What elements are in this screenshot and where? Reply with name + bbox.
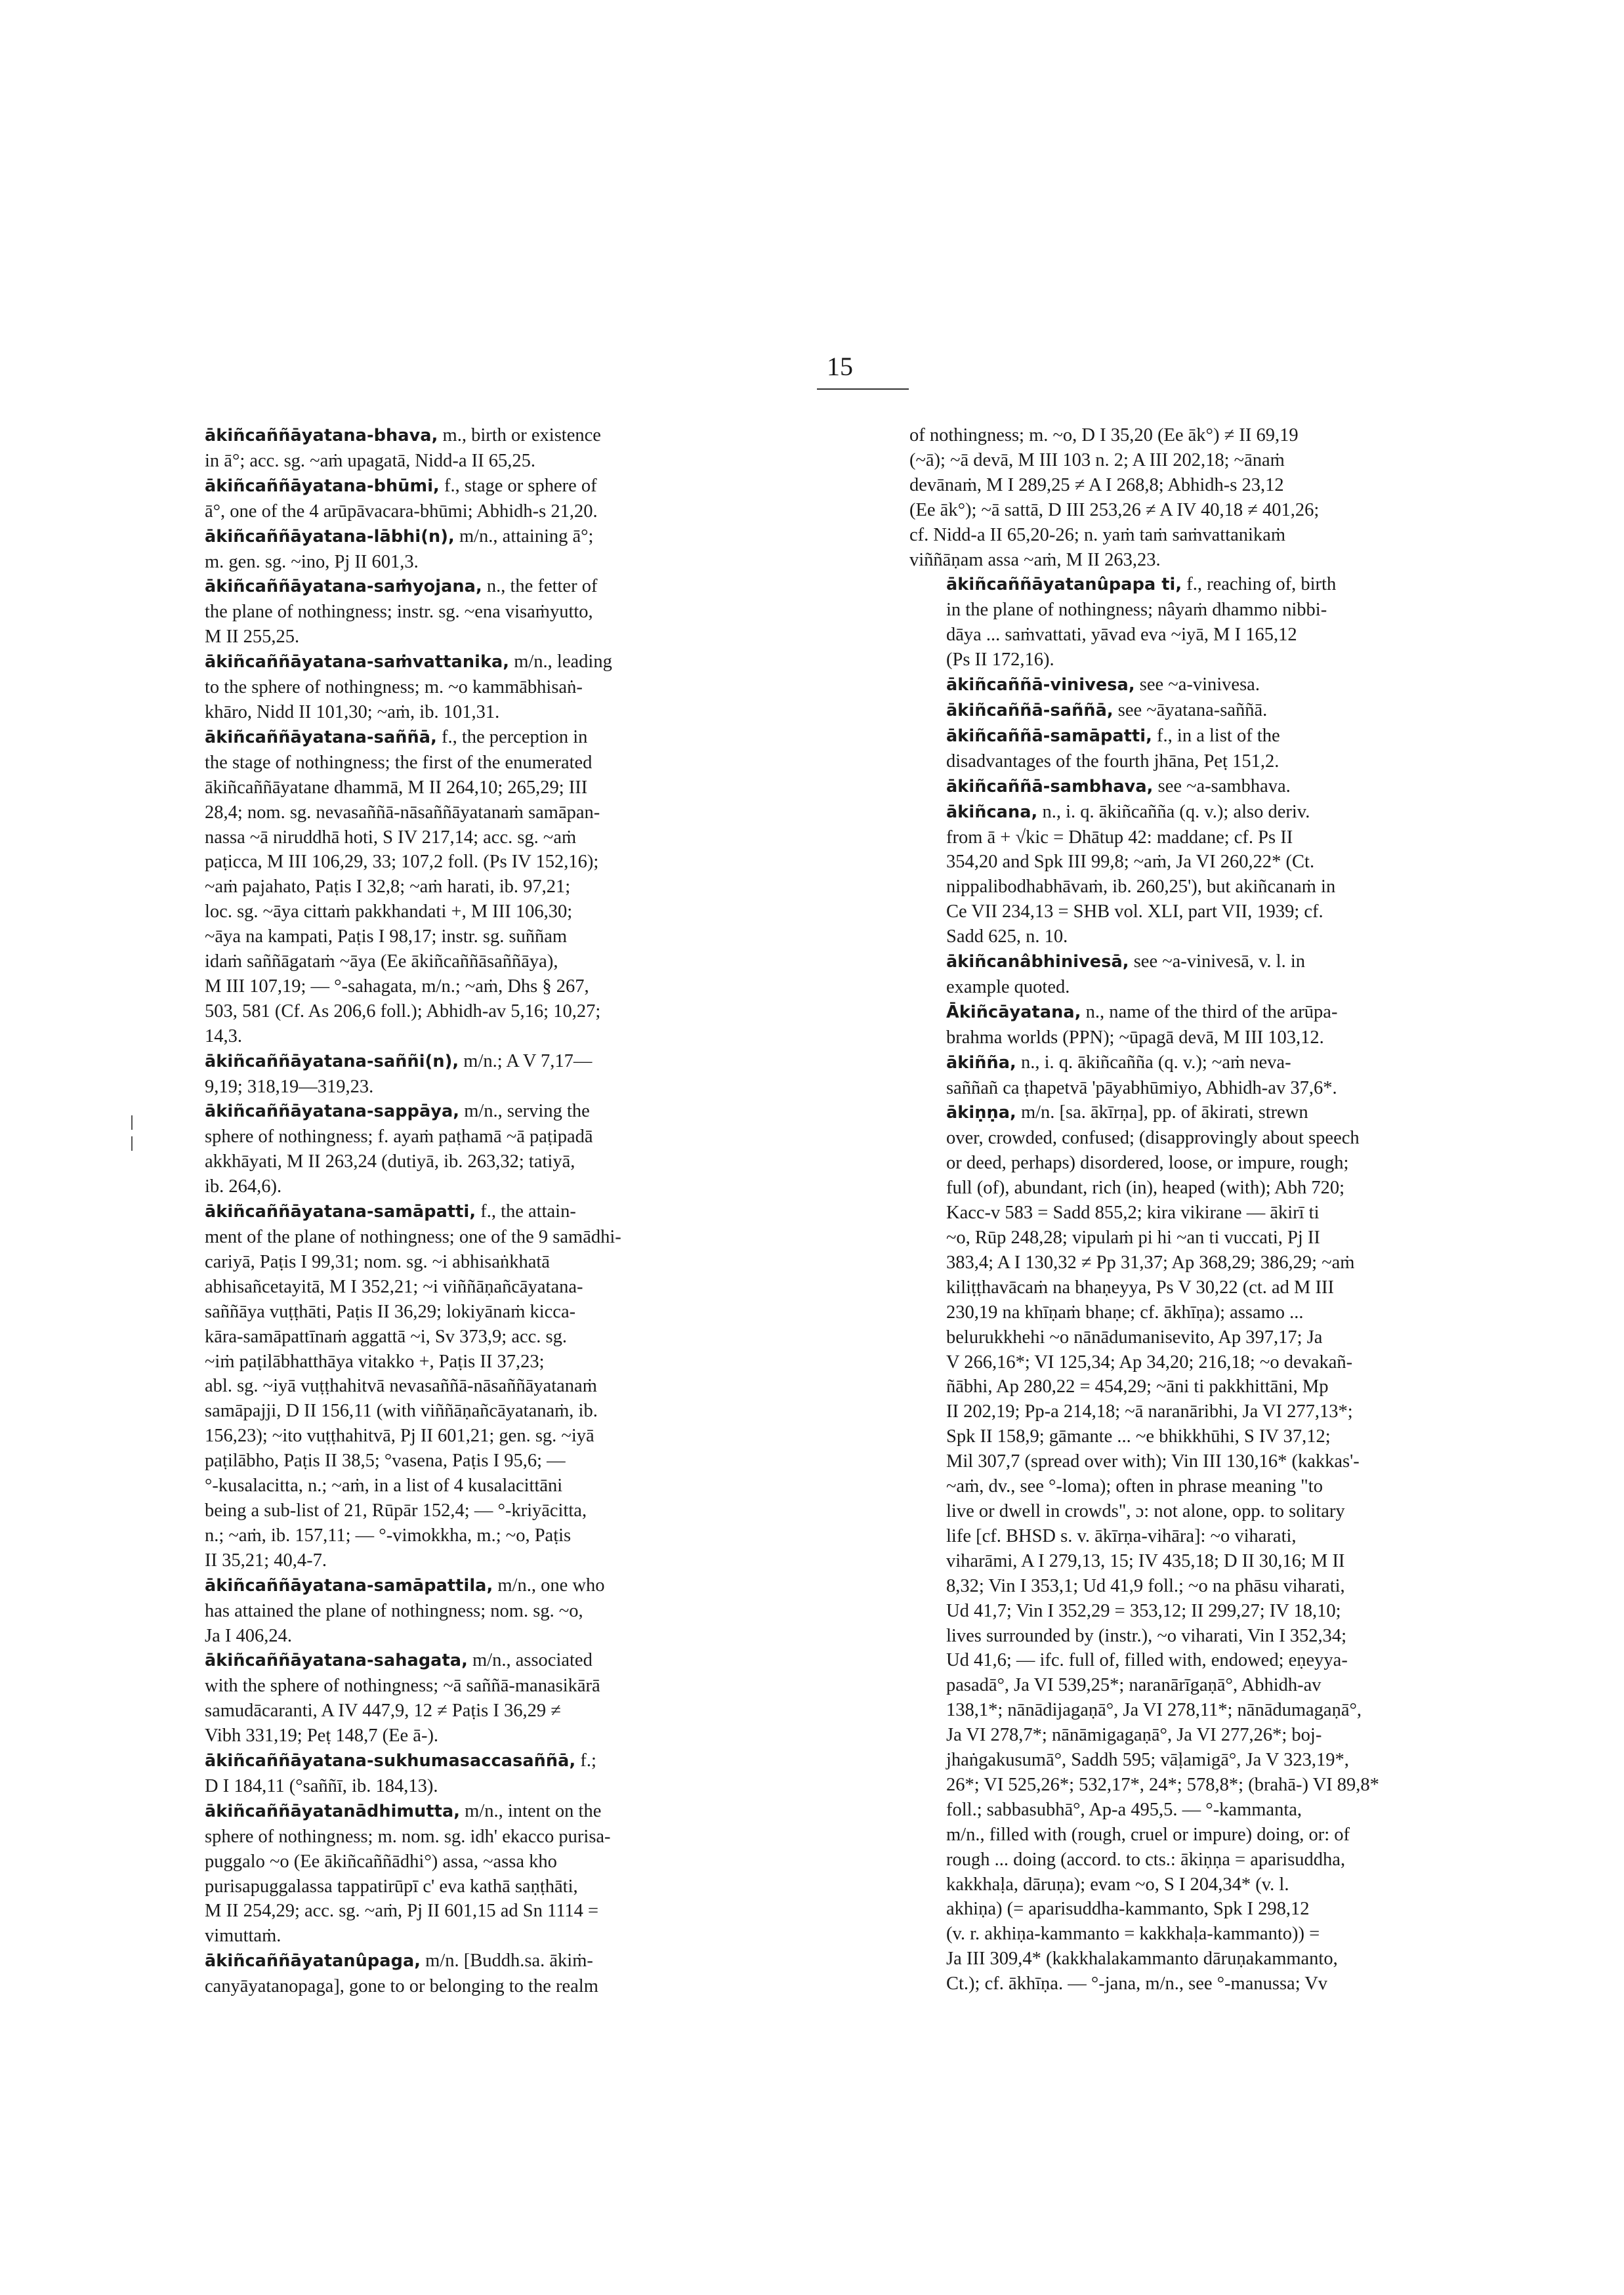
entry-line: sphere of nothingness; f. ayaṁ paṭhamā ~ā paṭipadā — [205, 1127, 593, 1148]
entry-line: ~āya na kampati, Paṭis I 98,17; instr. sg. suññam — [205, 926, 568, 947]
entry-line: ākiñcaññāyatana-lābhi(n), m/n., attaining ā°; — [205, 526, 594, 547]
entry-line: viññāṇam assa ~aṁ, M II 263,23. — [909, 549, 1161, 570]
entry-line: kakkhaḷa, dāruṇa); evam ~o, S I 204,34* (v. l. — [946, 1874, 1289, 1895]
entry-line: 8,32; Vin I 353,1; Ud 41,9 foll.; ~o na phāsu viharati, — [946, 1575, 1345, 1596]
headword: ākiñcaññāyatana-sahagata, — [205, 1651, 468, 1671]
margin-marks — [131, 1115, 134, 1168]
entry-line: 28,4; nom. sg. nevasaññā-nāsaññāyatanaṁ samāpan- — [205, 802, 600, 823]
entry-line: Sadd 625, n. 10. — [946, 926, 1068, 947]
page-number-rule — [817, 388, 909, 390]
dictionary-entry — [909, 800, 1589, 949]
entry-line: ākiñcaññāyatana-saññā, f., the perception in — [205, 726, 588, 747]
entry-line: live or dwell in crowds", ɔ: not alone, opp. to solitary — [946, 1500, 1345, 1521]
headword: ākiñcaññāyatanādhimutta, — [205, 1801, 461, 1821]
entry-line: Ct.); cf. ākhīṇa. — °-jana, m/n., see °-manussa; Vv — [946, 1974, 1328, 1995]
headword: ākiṇṇa, — [946, 1103, 1016, 1123]
dictionary-entry — [168, 574, 848, 650]
entry-line: kiliṭṭhavācaṁ na bhaṇeyya, Ps V 30,22 (ct. ad M III — [946, 1277, 1334, 1298]
dictionary-entry — [909, 949, 1589, 1000]
dictionary-entry — [909, 1000, 1589, 1050]
entry-line: m/n., filled with (rough, cruel or impure) doing, or: of — [946, 1824, 1350, 1845]
entry-line: ment of the plane of nothingness; one of the 9 samādhi- — [205, 1227, 621, 1247]
entry-line: II 202,19; Pp-a 214,18; ~ā naranāribhi, Ja VI 277,13*; — [946, 1401, 1353, 1422]
dictionary-entry — [168, 1799, 848, 1949]
entry-line: ~aṁ, dv., see °-loma); often in phrase meaning "to — [946, 1476, 1323, 1497]
headword: ākiñcaññāyatana-samāpatti, — [205, 1202, 476, 1222]
entry-line: to the sphere of nothingness; m. ~o kammābhisaṅ- — [205, 677, 583, 698]
headword: ākiñcaññā-saññā, — [946, 700, 1114, 720]
entry-line: ākiñcaññāyatane dhammā, M II 264,10; 265,29; III — [205, 777, 588, 798]
entry-line: ākiñcaññāyatanādhimutta, m/n., intent on the — [205, 1800, 602, 1821]
entry-line: °-kusalacitta, n.; ~aṁ, in a list of 4 kusalacittāni — [205, 1476, 563, 1497]
entry-line: lives surrounded by (instr.), ~o viharati, Vin I 352,34; — [946, 1625, 1347, 1646]
entry-line: or deed, perhaps) disordered, loose, or impure, rough; — [946, 1153, 1349, 1174]
entry-line: ākiñcaññā-saññā, see ~āyatana-saññā. — [946, 699, 1268, 720]
headword: ākiñcaññā-vinivesa, — [946, 675, 1135, 695]
entry-line: khāro, Nidd II 101,30; ~aṁ, ib. 101,31. — [205, 701, 500, 722]
dictionary-entry — [168, 423, 848, 474]
entry-line: 9,19; 318,19—319,23. — [205, 1076, 374, 1097]
entry-line: devānaṁ, M I 289,25 ≠ A I 268,8; Abhidh-s 23,12 — [909, 474, 1284, 495]
entry-line: Ākiñcāyatana, n., name of the third of the arūpa- — [946, 1001, 1338, 1022]
headword: ākiñcaññāyatana-sukhumasaccasaññā, — [205, 1751, 576, 1771]
dictionary-entry — [909, 423, 1589, 572]
headword: ākiñcaññāyatanûpapa ti, — [946, 575, 1182, 595]
entry-line: example quoted. — [946, 976, 1070, 997]
entry-line: nippalibodhabhāvaṁ, ib. 260,25'), but akiñcanaṁ in — [946, 877, 1336, 898]
entry-line: 230,19 na khīṇaṁ bhaṇe; cf. ākhīṇa); assamo ... — [946, 1302, 1304, 1323]
entry-line: ā°, one of the 4 arūpāvacara-bhūmi; Abhidh-s 21,20. — [205, 501, 598, 522]
entry-line: ākiñcana, n., i. q. ākiñcañña (q. v.); also deriv. — [946, 801, 1310, 822]
entry-line: in ā°; acc. sg. ~aṁ upagatā, Nidd-a II 65,25. — [205, 450, 536, 471]
entry-line: Ud 41,7; Vin I 352,29 = 353,12; II 299,27; IV 18,10; — [946, 1600, 1341, 1621]
entry-line: with the sphere of nothingness; ~ā saññā-manasikārā — [205, 1676, 600, 1697]
entry-line: disadvantages of the fourth jhāna, Peṭ 151,2. — [946, 751, 1280, 772]
dictionary-entry — [168, 725, 848, 1049]
dictionary-entry — [909, 724, 1589, 774]
headword: ākiñcaññāyatana-saṁvattanika, — [205, 652, 510, 672]
entry-line: ākiñcaññāyatana-sahagata, m/n., associated — [205, 1650, 593, 1671]
entry-line: ākiñcaññāyatana-bhūmi, f., stage or sphere of — [205, 475, 597, 496]
entry-line: D I 184,11 (°saññī, ib. 184,13). — [205, 1775, 438, 1796]
entry-line: ākiñña, n., i. q. ākiñcañña (q. v.); ~aṁ neva- — [946, 1052, 1291, 1073]
dictionary-entry — [168, 1648, 848, 1748]
entry-line: ākiñcaññāyatana-saṁvattanika, m/n., leading — [205, 651, 612, 672]
entry-line: ākiñcaññā-samāpatti, f., in a list of the — [946, 725, 1280, 746]
entry-line: viharāmi, A I 279,13, 15; IV 435,18; D II 30,16; M II — [946, 1550, 1345, 1571]
entry-line: dāya ... saṁvattati, yāvad eva ~iyā, M I 165,12 — [946, 625, 1297, 646]
entry-line: Ja III 309,4* (kakkhalakammanto dāruṇakammanto, — [946, 1949, 1338, 1970]
entry-line: the stage of nothingness; the first of the enumerated — [205, 752, 593, 773]
dictionary-entry — [168, 1199, 848, 1573]
entry-line: ākiñcaññā-sambhava, see ~a-sambhava. — [946, 775, 1291, 796]
headword: ākiñcanâbhinivesā, — [946, 952, 1129, 972]
entry-line: purisapuggalassa tappatirūpī c' eva kathā saṇṭhāti, — [205, 1876, 578, 1897]
entry-line: foll.; sabbasubhā°, Ap-a 495,5. — °-kammanta, — [946, 1799, 1302, 1820]
entry-line: abhisañcetayitā, M I 352,21; ~i viññāṇañcāyatana- — [205, 1276, 583, 1297]
entry-line: ākiṇṇa, m/n. [sa. ākīrṇa], pp. of ākirati, strewn — [946, 1102, 1308, 1123]
entry-line: paṭicca, M III 106,29, 33; 107,2 foll. (Ps IV 152,16); — [205, 852, 599, 873]
entry-line: ~aṁ pajahato, Paṭis I 32,8; ~aṁ harati, ib. 97,21; — [205, 877, 571, 898]
dictionary-entry — [909, 672, 1589, 698]
entry-line: Vibh 331,19; Peṭ 148,7 (Ee ā-). — [205, 1726, 439, 1747]
entry-line: belurukkhehi ~o nānādumanisevito, Ap 397,17; Ja — [946, 1327, 1323, 1348]
entry-line: 26*; VI 525,26*; 532,17*, 24*; 578,8*; (brahā-) VI 89,8* — [946, 1774, 1379, 1795]
dictionary-entry — [909, 774, 1589, 800]
entry-line: ākiñcaññāyatanûpaga, m/n. [Buddh.sa. ākiṁ- — [205, 1951, 593, 1972]
entry-line: ñābhi, Ap 280,22 = 454,29; ~āni ti pakkhittāni, Mp — [946, 1376, 1329, 1397]
entry-line: ākiñcaññāyatana-sukhumasaccasaññā, f.; — [205, 1750, 596, 1771]
entry-line: M II 254,29; acc. sg. ~aṁ, Pj II 601,15 ad Sn 1114 = — [205, 1901, 599, 1922]
entry-line: 503, 581 (Cf. As 206,6 foll.); Abhidh-av 5,16; 10,27; — [205, 1001, 601, 1022]
entry-line: rough ... doing (accord. to cts.: ākiṇṇa = aparisuddha, — [946, 1849, 1346, 1870]
entry-line: M II 255,25. — [205, 627, 300, 648]
entry-line: 383,4; A I 130,32 ≠ Pp 31,37; Ap 368,29; 386,29; ~aṁ — [946, 1252, 1355, 1273]
dictionary-entry — [909, 572, 1589, 672]
entry-line: ākiñcanâbhinivesā, see ~a-vinivesā, v. l. in — [946, 951, 1305, 972]
entry-line: pasadā°, Ja VI 539,25*; naranārīgaṇā°, Abhidh-av — [946, 1675, 1322, 1696]
entry-line: being a sub-list of 21, Rūpār 152,4; — °-kriyācitta, — [205, 1500, 587, 1521]
entry-line: in the plane of nothingness; nâyaṁ dhammo nibbi- — [946, 600, 1327, 621]
headword: ākiñcaññāyatana-saññi(n), — [205, 1051, 459, 1071]
entry-line: akhiṇa) (= aparisuddha-kammanto, Spk I 298,12 — [946, 1899, 1310, 1920]
dictionary-entry — [168, 474, 848, 524]
entry-line: n.; ~aṁ, ib. 157,11; — °-vimokkha, m.; ~o, Paṭis — [205, 1525, 572, 1546]
dictionary-entry — [909, 698, 1589, 724]
entry-line: Kacc-v 583 = Sadd 855,2; kira vikirane — ākirī ti — [946, 1203, 1320, 1224]
entry-line: over, crowded, confused; (disapprovingly about speech — [946, 1128, 1360, 1149]
entry-line: abl. sg. ~iyā vuṭṭhahitvā nevasaññā-nāsaññāyatanaṁ — [205, 1376, 597, 1397]
entry-line: kāra-samāpattīnaṁ aggattā ~i, Sv 373,9; acc. sg. — [205, 1326, 567, 1347]
entry-line: canyāyatanopaga], gone to or belonging to the realm — [205, 1976, 598, 1997]
entry-line: (~ā); ~ā devā, M III 103 n. 2; A III 202,18; ~ānaṁ — [909, 449, 1285, 470]
entry-line: loc. sg. ~āya cittaṁ pakkhandati +, M III 106,30; — [205, 901, 573, 922]
dictionary-entry — [168, 1049, 848, 1100]
dictionary-entry — [168, 524, 848, 575]
headword: ākiñcaññāyatana-bhava, — [205, 426, 438, 445]
entry-line: sphere of nothingness; m. nom. sg. idh' ekacco purisa- — [205, 1826, 611, 1847]
entry-line: Mil 307,7 (spread over with); Vin III 130,16* (kakkas'- — [946, 1451, 1360, 1472]
headword: ākiñcana, — [946, 802, 1038, 822]
entry-line: saññāya vuṭṭhāti, Paṭis II 36,29; lokiyānaṁ kicca- — [205, 1301, 576, 1322]
entry-line: ākiñcaññāyatana-sappāya, m/n., serving the — [205, 1101, 590, 1122]
dictionary-entry — [168, 650, 848, 725]
page-number: 15 — [827, 352, 853, 381]
entry-line: brahma worlds (PPN); ~ūpagā devā, M III 103,12. — [946, 1027, 1324, 1048]
entry-line: 156,23); ~ito vuṭṭhahitvā, Pj II 601,21; gen. sg. ~iyā — [205, 1426, 594, 1447]
entry-line: cf. Nidd-a II 65,20-26; n. yaṁ taṁ saṁvattanikaṁ — [909, 524, 1286, 545]
entry-line: of nothingness; m. ~o, D I 35,20 (Ee āk°) ≠ II 69,19 — [909, 425, 1299, 445]
entry-line: (v. r. akhiṇa-kammanto = kakkhaḷa-kammanto)) = — [946, 1924, 1320, 1945]
entry-line: V 266,16*; VI 125,34; Ap 34,20; 216,18; ~o devakañ- — [946, 1352, 1353, 1373]
entry-line: the plane of nothingness; instr. sg. ~ena visaṁyutto, — [205, 602, 593, 623]
headword: ākiñcaññāyatana-samāpattila, — [205, 1575, 493, 1596]
headword: ākiñña, — [946, 1052, 1016, 1073]
headword: ākiñcaññāyatana-sappāya, — [205, 1102, 460, 1122]
entry-line: 14,3. — [205, 1025, 242, 1046]
entry-line: saññañ ca ṭhapetvā 'pāyabhūmiyo, Abhidh-av 37,6*. — [946, 1077, 1337, 1098]
entry-line: samudācaranti, A IV 447,9, 12 ≠ Paṭis I 36,29 ≠ — [205, 1701, 561, 1722]
entry-line: ākiñcaññāyatanûpapa ti, f., reaching of, birth — [946, 574, 1337, 595]
entry-line: (Ps II 172,16). — [946, 650, 1054, 671]
entry-line: ~o, Rūp 248,28; vipulaṁ pi hi ~an ti vuccati, Pj II — [946, 1228, 1320, 1248]
entry-line: ākiñcaññāyatana-samāpatti, f., the attain- — [205, 1201, 576, 1222]
entry-line: ākiñcaññā-vinivesa, see ~a-vinivesa. — [946, 674, 1260, 695]
headword: Ākiñcāyatana, — [946, 1002, 1081, 1022]
entry-line: ~iṁ paṭilābhatthāya vitakko +, Paṭis II 37,23; — [205, 1351, 545, 1372]
entry-line: paṭilābho, Paṭis II 38,5; °vasena, Paṭis I 95,6; — — [205, 1451, 566, 1472]
entry-line: (Ee āk°); ~ā sattā, D III 253,26 ≠ A IV 40,18 ≠ 401,26; — [909, 499, 1320, 520]
headword: ākiñcaññāyatanûpaga, — [205, 1951, 421, 1972]
entry-line: full (of), abundant, rich (in), heaped (with); Abh 720; — [946, 1178, 1345, 1199]
entry-line: Ja VI 278,7*; nānāmigagaṇā°, Ja VI 277,26*; boj- — [946, 1725, 1322, 1746]
entry-line: ākiñcaññāyatana-samāpattila, m/n., one who — [205, 1575, 605, 1596]
headword: ākiñcaññāyatana-saññā, — [205, 727, 437, 747]
entry-line: Ud 41,6; — ifc. full of, filled with, endowed; eṇeyya- — [946, 1650, 1348, 1671]
entry-line: 138,1*; nānādijagaṇā°, Ja VI 278,11*; nānādumagaṇā°, — [946, 1700, 1362, 1721]
dictionary-entry — [168, 1748, 848, 1799]
entry-line: has attained the plane of nothingness; nom. sg. ~o, — [205, 1600, 583, 1621]
dictionary-entry — [909, 1100, 1589, 1996]
entry-line: II 35,21; 40,4-7. — [205, 1550, 327, 1571]
right-column — [909, 423, 1589, 1996]
entry-line: ib. 264,6). — [205, 1176, 282, 1197]
dictionary-entry — [909, 1050, 1589, 1101]
entry-line: ākiñcaññāyatana-saññi(n), m/n.; A V 7,17— — [205, 1050, 593, 1071]
entry-line: vimuttaṁ. — [205, 1926, 281, 1947]
entry-line: m. gen. sg. ~ino, Pj II 601,3. — [205, 551, 419, 572]
dictionary-entry — [168, 1573, 848, 1649]
entry-line: 354,20 and Spk III 99,8; ~aṁ, Ja VI 260,22* (Ct. — [946, 852, 1315, 873]
entry-line: Spk II 158,9; gāmante ... ~e bhikkhūhi, S IV 37,12; — [946, 1426, 1331, 1447]
left-column — [168, 423, 848, 1999]
entry-line: akkhāyati, M II 263,24 (dutiyā, ib. 263,32; tatiyā, — [205, 1151, 575, 1172]
entry-line: from ā + √kic = Dhātup 42: maddane; cf. Ps II — [946, 827, 1293, 848]
entry-line: cariyā, Paṭis I 99,31; nom. sg. ~i abhisaṅkhatā — [205, 1251, 550, 1272]
entry-line: samāpajji, D II 156,11 (with viññāṇañcāyatanaṁ, ib. — [205, 1401, 598, 1422]
headword: ākiñcaññā-sambhava, — [946, 776, 1154, 796]
entry-line: jhaṅgakusumā°, Saddh 595; vāḷamigā°, Ja V 323,19*, — [946, 1750, 1349, 1771]
entry-line: puggalo ~o (Ee ākiñcaññādhi°) assa, ~assa kho — [205, 1851, 557, 1872]
headword: ākiñcaññāyatana-saṁyojana, — [205, 577, 482, 597]
entry-line: M III 107,19; — °-sahagata, m/n.; ~aṁ, Dhs § 267, — [205, 976, 589, 997]
entry-line: Ce VII 234,13 = SHB vol. XLI, part VII, 1939; cf. — [946, 901, 1323, 922]
headword: ākiñcaññā-samāpatti, — [946, 726, 1152, 746]
entry-line: Ja I 406,24. — [205, 1625, 292, 1646]
entry-line: life [cf. BHSD s. v. ākīrṇa-vihāra]: ~o viharati, — [946, 1525, 1297, 1546]
entry-line: ākiñcaññāyatana-saṁyojana, n., the fetter of — [205, 576, 598, 597]
dictionary-entry — [168, 1099, 848, 1199]
entry-line: idaṁ saññāgataṁ ~āya (Ee ākiñcaññāsaññāya), — [205, 951, 558, 972]
dictionary-entry — [168, 1949, 848, 1999]
headword: ākiñcaññāyatana-bhūmi, — [205, 476, 440, 496]
entry-line: nassa ~ā niruddhā hoti, S IV 217,14; acc. sg. ~aṁ — [205, 827, 577, 848]
entry-line: ākiñcaññāyatana-bhava, m., birth or existence — [205, 425, 601, 445]
headword: ākiñcaññāyatana-lābhi(n), — [205, 526, 455, 547]
